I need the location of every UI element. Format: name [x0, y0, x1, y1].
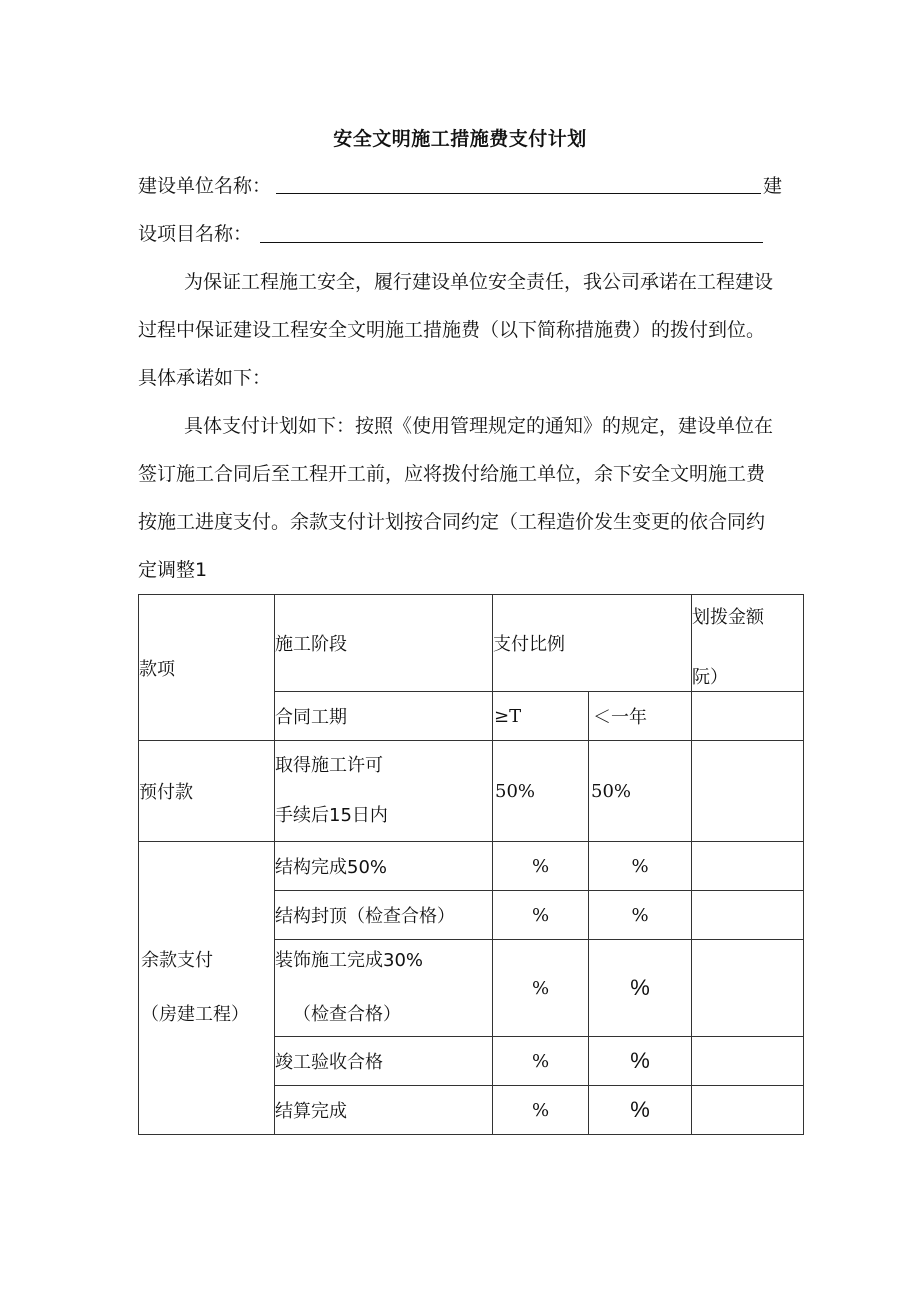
header-ratio: 支付比例 — [493, 595, 692, 692]
project-name-field[interactable] — [260, 242, 763, 243]
paragraph-2-line-1: 具体支付计划如下：按照《使用管理规定的通知》的规定，建设单位在 — [184, 415, 774, 437]
header-amount-line-2: 阮） — [692, 667, 728, 688]
table-header-row — [139, 595, 804, 692]
document-title: 安全文明施工措施费支付计划 — [333, 128, 587, 150]
header-item: 款项 — [139, 595, 275, 741]
balance-ratio-lt: % — [589, 891, 692, 940]
header-amount-empty — [692, 692, 804, 741]
header-amount — [692, 595, 804, 692]
balance-ratio-ge: % — [493, 940, 589, 1037]
balance-amount — [692, 842, 804, 891]
balance-ratio-ge: % — [493, 1086, 589, 1135]
header-ratio-lt: ＜一年 — [589, 692, 692, 741]
payment-plan-table — [138, 594, 804, 1135]
advance-item: 预付款 — [139, 741, 275, 842]
balance-amount — [692, 1037, 804, 1086]
header-amount-line-1: 划拨金额 — [692, 607, 764, 628]
balance-stage: 结构完成50% — [275, 842, 493, 891]
balance-row — [139, 842, 804, 891]
balance-stage: 结算完成 — [275, 1086, 493, 1135]
balance-stage: 结构封顶（检查合格） — [275, 891, 493, 940]
advance-ratio-lt: 50% — [589, 741, 692, 842]
balance-ratio-lt: % — [589, 940, 692, 1037]
paragraph-2-line-4: 定调整1 — [138, 559, 208, 581]
project-name-label: 设项目名称： — [138, 223, 253, 245]
balance-stage: 竣工验收合格 — [275, 1037, 493, 1086]
advance-stage-line-1: 取得施工许可 — [275, 755, 383, 776]
balance-stage-line-1: 装饰施工完成30% — [275, 950, 424, 971]
advance-ratio-ge: 50% — [493, 741, 589, 842]
header-ratio-ge: ≥T — [493, 692, 589, 741]
balance-ratio-lt: % — [589, 842, 692, 891]
paragraph-1-line-2: 过程中保证建设工程安全文明施工措施费（以下简称措施费）的拨付到位。 — [138, 319, 766, 341]
paragraph-2-line-2: 签订施工合同后至工程开工前，应将拨付给施工单位，余下安全文明施工费 — [138, 463, 766, 485]
balance-item-line-2: （房建工程） — [141, 1004, 249, 1025]
advance-stage-line-2: 手续后15日内 — [275, 805, 388, 826]
balance-ratio-lt: % — [589, 1037, 692, 1086]
balance-stage — [275, 940, 493, 1037]
balance-item — [139, 842, 275, 1135]
unit-name-trail: 建 — [763, 175, 783, 197]
header-period: 合同工期 — [275, 692, 493, 741]
paragraph-2-line-3: 按施工进度支付。余款支付计划按合同约定（工程造价发生变更的依合同约 — [138, 511, 766, 533]
advance-amount — [692, 741, 804, 842]
balance-amount — [692, 891, 804, 940]
balance-ratio-lt: % — [589, 1086, 692, 1135]
header-stage: 施工阶段 — [275, 595, 493, 692]
paragraph-1-line-3: 具体承诺如下： — [138, 367, 272, 389]
balance-ratio-ge: % — [493, 1037, 589, 1086]
balance-amount — [692, 1086, 804, 1135]
balance-ratio-ge: % — [493, 891, 589, 940]
balance-stage-line-2: （检查合格） — [293, 1004, 401, 1025]
unit-name-label: 建设单位名称： — [138, 175, 272, 197]
advance-row — [139, 741, 804, 842]
paragraph-1-line-1: 为保证工程施工安全，履行建设单位安全责任，我公司承诺在工程建设 — [184, 271, 774, 293]
balance-ratio-ge: % — [493, 842, 589, 891]
balance-item-line-1: 余款支付 — [141, 950, 213, 971]
unit-name-field[interactable] — [276, 193, 761, 194]
advance-stage — [275, 741, 493, 842]
balance-amount — [692, 940, 804, 1037]
